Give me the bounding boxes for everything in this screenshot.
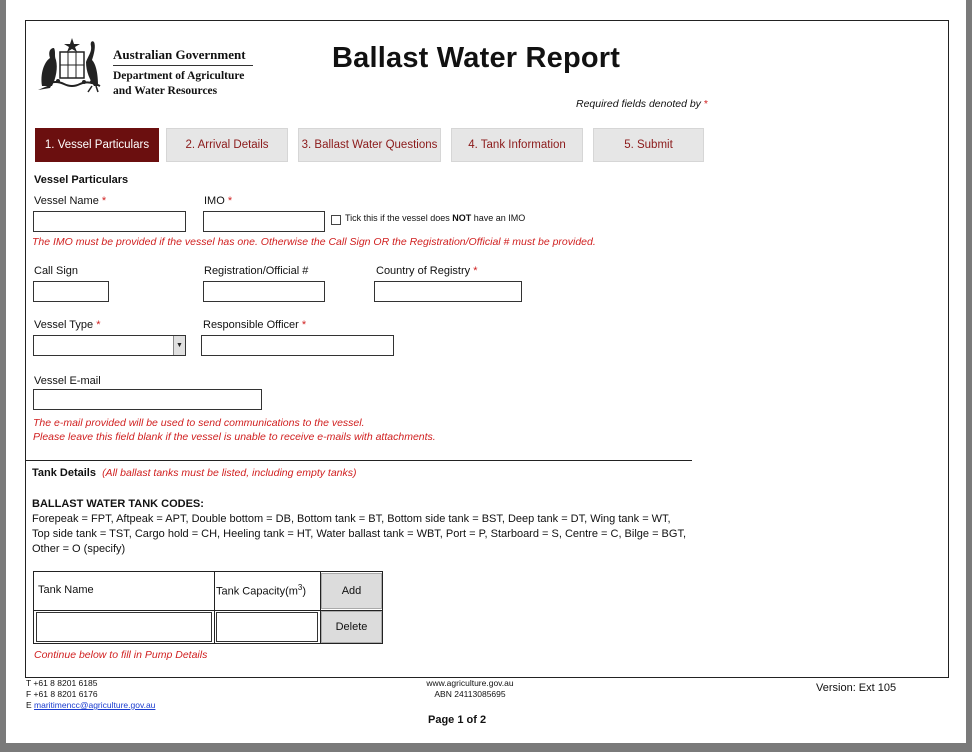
logo-divider xyxy=(113,65,253,66)
required-star: * xyxy=(301,319,307,331)
footer-email-prefix: E xyxy=(26,700,35,710)
registration-input[interactable] xyxy=(203,281,325,302)
required-star: * xyxy=(703,98,708,110)
tank-details-title: Tank Details xyxy=(32,467,96,479)
footer-abn: ABN 24113085695 xyxy=(434,689,506,699)
vessel-name-label-text: Vessel Name xyxy=(34,195,99,207)
tab-submit[interactable]: 5. Submit xyxy=(593,128,704,162)
email-label: Vessel E-mail xyxy=(34,375,101,387)
page-number: Page 1 of 2 xyxy=(428,714,487,726)
government-name: Australian Government xyxy=(113,47,246,62)
footer-email-link[interactable]: maritimencc@agriculture.gov.au xyxy=(34,700,156,710)
section-divider xyxy=(26,460,692,461)
email-note-1: The e-mail provided will be used to send communications to the vessel. xyxy=(33,417,365,429)
no-imo-label xyxy=(345,213,525,223)
tank-codes-line-1: Forepeak = FPT, Aftpeak = APT, Double bottom = DB, Bottom tank = BT, Bottom side tank = BST, Deep tank = DT, Wing tank = WT, xyxy=(32,513,671,525)
vessel-type-label xyxy=(34,319,100,331)
required-star: * xyxy=(96,319,101,331)
no-imo-text-pre: Tick this if the vessel does xyxy=(345,213,453,223)
tank-table xyxy=(33,571,383,644)
version-label: Version: Ext 105 xyxy=(816,682,897,694)
vessel-name-label xyxy=(34,195,106,207)
imo-label-text: IMO xyxy=(204,195,225,207)
vessel-name-input[interactable] xyxy=(33,211,186,232)
footer-contact xyxy=(26,678,155,711)
tank-details-heading xyxy=(32,467,357,479)
vessel-type-select[interactable] xyxy=(33,335,186,356)
document-page xyxy=(6,0,966,743)
footer-website: www.agriculture.gov.au xyxy=(426,678,514,688)
government-logo xyxy=(36,34,266,104)
footer-phone: T +61 8 8201 6185 xyxy=(26,678,98,688)
country-input[interactable] xyxy=(374,281,522,302)
add-tank-button[interactable]: Add xyxy=(321,573,382,609)
no-imo-text-post: have an IMO xyxy=(471,213,526,223)
tank-codes-heading: BALLAST WATER TANK CODES: xyxy=(32,498,204,510)
required-star: * xyxy=(473,265,478,277)
imo-input[interactable] xyxy=(203,211,325,232)
department-name xyxy=(113,69,273,99)
email-note-2: Please leave this field blank if the vessel is unable to receive e-mails with attachments. xyxy=(33,431,436,443)
call-sign-input[interactable] xyxy=(33,281,109,302)
tank-codes-line-3: Other = O (specify) xyxy=(32,543,126,555)
email-input[interactable] xyxy=(33,389,262,410)
imo-label xyxy=(204,195,232,207)
no-imo-checkbox[interactable] xyxy=(331,215,341,225)
tank-codes-line-2: Top side tank = TST, Cargo hold = CH, Heeling tank = HT, Water ballast tank = WBT, Port = P, Starboard = S, Centre = C, Bilge = BGT, xyxy=(32,528,687,540)
continue-note: Continue below to fill in Pump Details xyxy=(34,649,208,661)
tank-details-note: (All ballast tanks must be listed, including empty tanks) xyxy=(102,467,357,479)
chevron-down-icon[interactable]: ▼ xyxy=(173,336,185,355)
footer-email xyxy=(26,700,155,711)
department-line-1: Department of Agriculture xyxy=(113,70,245,82)
col-header-tank-name: Tank Name xyxy=(38,584,94,596)
section-title-vessel-particulars: Vessel Particulars xyxy=(34,174,129,186)
vessel-type-label-text: Vessel Type xyxy=(34,319,94,331)
officer-label-text: Responsible Officer xyxy=(203,319,299,331)
required-star: * xyxy=(101,195,107,207)
capacity-superscript: 3 xyxy=(297,583,303,592)
coat-of-arms-icon xyxy=(36,34,108,94)
required-fields-note xyxy=(576,98,708,110)
country-label xyxy=(376,265,478,277)
capacity-text-end: ) xyxy=(302,585,307,598)
tank-codes xyxy=(32,498,712,557)
tab-arrival-details[interactable]: 2. Arrival Details xyxy=(166,128,288,162)
required-star: * xyxy=(227,195,233,207)
imo-note: The IMO must be provided if the vessel has one. Otherwise the Call Sign OR the Registration/Official # must be provided. xyxy=(32,236,596,248)
table-col-divider xyxy=(214,572,215,643)
page-title: Ballast Water Report xyxy=(332,42,621,74)
call-sign-label: Call Sign xyxy=(34,265,79,277)
registration-label: Registration/Official # xyxy=(204,265,309,277)
footer-fax: F +61 8 8201 6176 xyxy=(26,689,98,699)
no-imo-text-bold: NOT xyxy=(452,213,472,223)
capacity-text: Tank Capacity(m xyxy=(216,585,298,598)
department-line-2: and Water Resources xyxy=(113,85,218,97)
tab-vessel-particulars[interactable]: 1. Vessel Particulars xyxy=(35,128,159,162)
country-label-text: Country of Registry xyxy=(376,265,471,277)
tab-tank-information[interactable]: 4. Tank Information xyxy=(451,128,583,162)
officer-label xyxy=(203,319,306,331)
delete-tank-button[interactable]: Delete xyxy=(321,611,382,643)
tank-name-input[interactable] xyxy=(36,612,212,642)
tank-capacity-input[interactable] xyxy=(216,612,318,642)
tab-ballast-water-questions[interactable]: 3. Ballast Water Questions xyxy=(298,128,441,162)
required-text: Required fields denoted by xyxy=(576,98,701,110)
officer-input[interactable] xyxy=(201,335,394,356)
footer-website-block xyxy=(420,678,520,700)
col-header-tank-capacity xyxy=(216,583,306,598)
